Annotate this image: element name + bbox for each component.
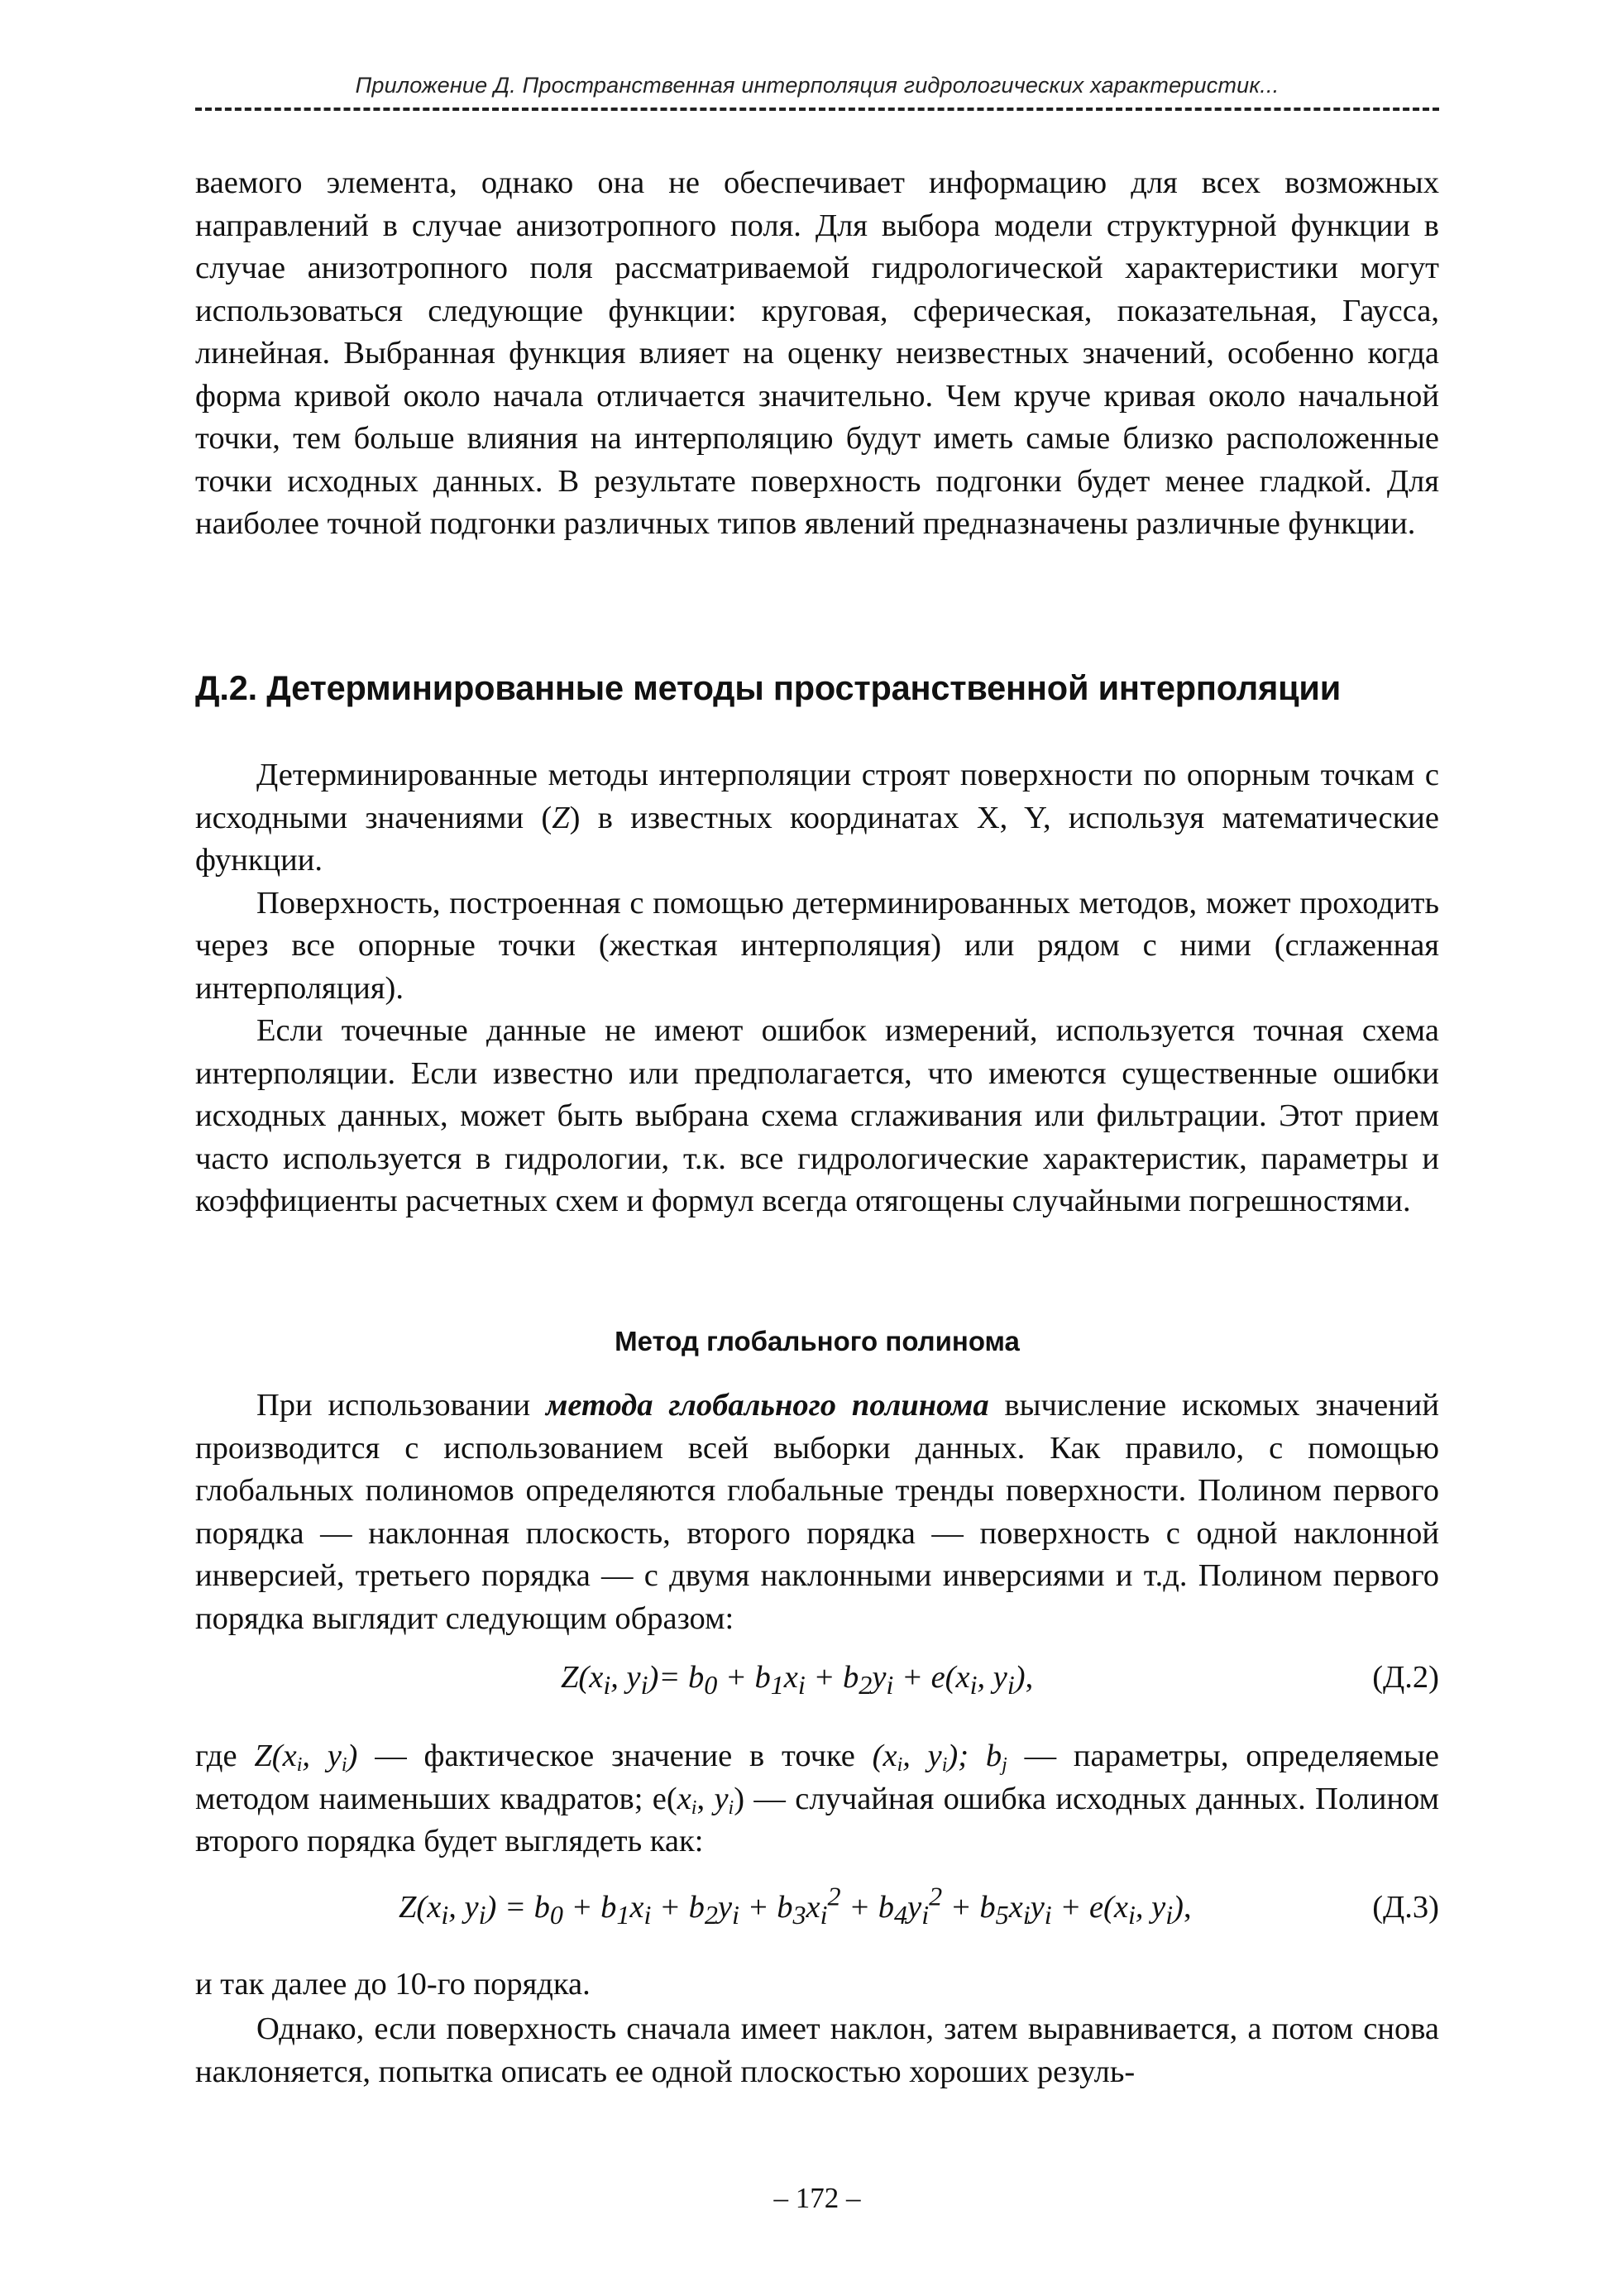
paragraph-text: где (195, 1739, 255, 1773)
paragraph-however (195, 2008, 1439, 2093)
page-number: – 172 – (773, 2182, 861, 2214)
paragraph-surface: Поверхность, построенная с помощью детерминированных методов, может проходить через все опорные точки (жесткая интерполяция) или рядом с ними (сглаженная интерполяция). (195, 885, 1439, 1006)
paragraph-where (195, 1735, 1439, 1863)
paragraph-text: — параметры, определяемые методом наименьших квадратов; (195, 1739, 1439, 1816)
paragraph-text: и так далее до 10-го порядка. (195, 1967, 591, 2002)
paragraph-global-polynomial (195, 1385, 1439, 1640)
emphasized-term: метода глобального полинома (546, 1388, 989, 1423)
formula-d2 (195, 1656, 1439, 1699)
paragraph-text: ваемого элемента, однако она не обеспечивает информацию для всех возможных направлений в случае анизотропного поля. Для выбора модели структурной функции в случае анизотропного поля рассматриваемой гидрологической характеристики могут использоваться следующие функции: круговая, сферическая, показательная, Гаусса, линейная. Выбранная функция влияет на оценку неизвестных значений, особенно когда форма кривой около начала отличается значительно. Чем круче кривая около начальной точки, тем больше влияния на интерполяцию будут иметь самые близко расположенные точки исходных данных. В результате поверхность подгонки будет менее гладкой. Для наиболее точной подгонки различных типов явлений предназначены различные функции. (195, 165, 1439, 541)
paragraph-text: Детерминированные методы интерполяции строят поверхности по опорным точкам с исходными значениями ( (195, 758, 1439, 835)
paragraph-text (195, 1385, 1439, 1640)
paragraph-text: ) в известных координатах X, Y, используя математические функции. (195, 800, 1439, 878)
header-dashed-rule (195, 108, 1439, 111)
variable-z: Z (552, 800, 570, 835)
paragraph-exact-scheme: Если точечные данные не имеют ошибок измерений, используется точная схема интерполяции. Если известно или предполагается, что имеются существенные ошибки исходных данных, может быть выбрана схема сглаживания или фильтрации. Этот прием часто используется в гидрологии, т.к. все гидрологические характеристик, параметры и коэффициенты расчетных схем и формул всегда отягощены случайными погрешностями. (195, 1013, 1439, 1218)
section-body (195, 754, 1439, 1223)
formula-d3 (195, 1881, 1439, 1930)
paragraph-text: При использовании (256, 1388, 547, 1423)
paragraph-deterministic-methods (195, 754, 1439, 883)
formula-number: (Д.3) (1372, 1890, 1439, 1925)
formula-expression: $Z(x_i$, $y_i)= b_0 + b_1x_i + b_2y_i + e(x_i$, $y_i$), (561, 1660, 1034, 1700)
running-header: Приложение Д. Пространственная интерполяция гидрологических характеристик... (355, 73, 1280, 98)
formula-number: (Д.2) (1372, 1660, 1439, 1695)
formula-expression: $Z(x_i$, $y_i) = b_0 + b_1x_i + b_2y_i + b_3x_i^2 + b_4y_i^2 + b_5x_iy_i + e(x_i$, $y_i$), (399, 1881, 1192, 1930)
inline-formula: $e(x_i$, $y_i$) (652, 1781, 745, 1819)
paragraph-text: Однако, если поверхность сначала имеет наклон, затем выравнивается, а потом снова наклоняется, попытка описать ее одной плоскостью хороших резуль- (195, 2011, 1439, 2089)
inline-formula: $Z(x_i$, $y_i$) (254, 1739, 358, 1776)
subsection-heading: Метод глобального полинома (615, 1326, 1020, 1356)
paragraph-text (195, 1735, 1439, 1863)
paragraph-text: — случайная ошибка исходных данных. Полином второго порядка будет выглядеть как: (195, 1781, 1440, 1858)
section-heading: Д.2. Детерминированные методы пространственной интерполяции (195, 668, 1342, 707)
paragraph-text: — фактическое значение в точке (357, 1739, 873, 1773)
paragraph-up-to-tenth (195, 1964, 1439, 2007)
inline-formula: ($x_i$, $y_i$); $b_j$ (872, 1739, 1007, 1776)
paragraph-continuation (195, 162, 1439, 546)
paragraph-text: вычисление искомых значений производится с использованием всей выборки данных. Как правило, с помощью глобальных полиномов определяются глобальные тренды поверхности. Полином первого порядка — наклонная плоскость, второго порядка — поверхность с одной наклонной инверсией, третьего порядка — с двумя наклонными инверсиями и т.д. Полином первого порядка выглядит следующим образом: (195, 1388, 1439, 1636)
